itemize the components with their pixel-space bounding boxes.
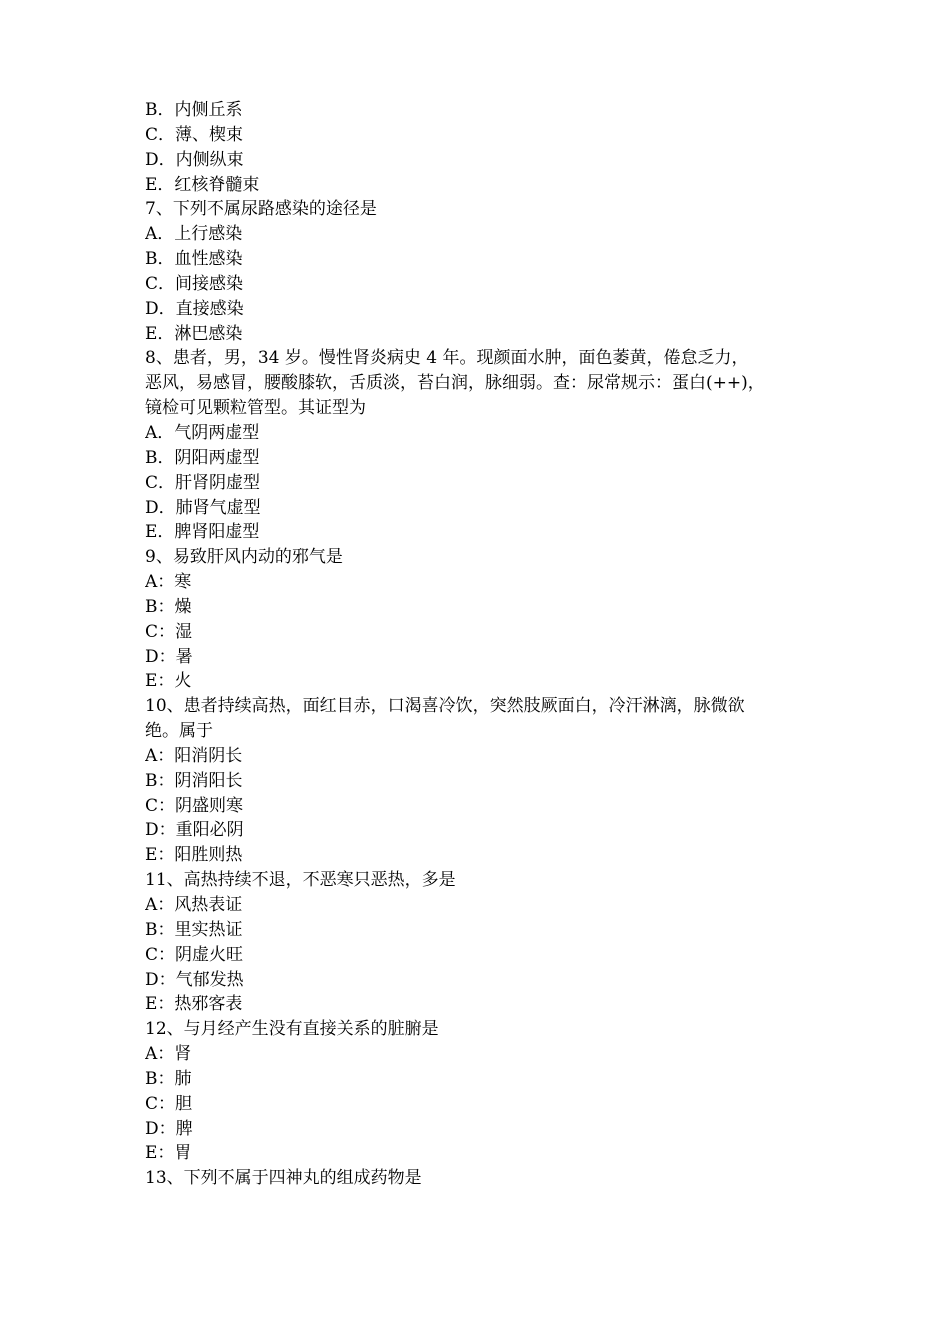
option-line: C：胆 xyxy=(145,1093,193,1114)
document-body xyxy=(145,98,825,1191)
option-line: E：胃 xyxy=(145,1143,192,1164)
option-line: A．气阴两虚型 xyxy=(145,422,260,443)
question-8-cont: 镜检可见颗粒管型。其证型为 xyxy=(145,398,366,419)
option-line: D．内侧纵束 xyxy=(145,149,244,170)
option-line: E：热邪客表 xyxy=(145,994,243,1015)
option-line: A．上行感染 xyxy=(145,224,243,245)
option-line: E．红核脊髓束 xyxy=(145,174,260,195)
option-line: D：重阳必阴 xyxy=(145,820,244,841)
option-line: E．淋巴感染 xyxy=(145,323,243,344)
option-line: B．阴阳两虚型 xyxy=(145,447,260,468)
option-line: C．肝肾阴虚型 xyxy=(145,472,261,493)
option-line: A：寒 xyxy=(145,572,192,593)
option-line: E：阳胜则热 xyxy=(145,845,243,866)
option-line: B：阴消阳长 xyxy=(145,770,243,791)
question-8: 8、患者，男，34 岁。慢性肾炎病史 4 年。现颜面水肿，面色萎黄，倦怠乏力， xyxy=(145,348,749,369)
option-line: D：脾 xyxy=(145,1118,193,1139)
question-9: 9、易致肝风内动的邪气是 xyxy=(145,547,343,568)
option-line: B：燥 xyxy=(145,596,192,617)
option-line: B：肺 xyxy=(145,1068,192,1089)
option-line: B：里实热证 xyxy=(145,919,243,940)
option-line: B．内侧丘系 xyxy=(145,100,243,120)
question-11: 11、高热持续不退，不恶寒只恶热，多是 xyxy=(145,870,456,891)
option-line: C：湿 xyxy=(145,621,193,642)
option-line: A：阳消阴长 xyxy=(145,745,243,766)
option-line: C．间接感染 xyxy=(145,273,244,294)
question-12: 12、与月经产生没有直接关系的脏腑是 xyxy=(145,1019,439,1040)
question-7: 7、下列不属尿路感染的途径是 xyxy=(145,199,377,220)
option-line: D：气郁发热 xyxy=(145,969,244,990)
question-10-cont: 绝。属于 xyxy=(145,721,213,742)
option-line: A：风热表证 xyxy=(145,895,243,915)
question-8-cont: 恶风，易感冒，腰酸膝软，舌质淡，苔白润，脉细弱。查：尿常规示：蛋白(++)， xyxy=(145,373,765,394)
option-line: E：火 xyxy=(145,671,192,692)
option-line: B．血性感染 xyxy=(145,249,243,270)
option-line: D．肺肾气虚型 xyxy=(145,497,261,518)
option-line: C：阴虚火旺 xyxy=(145,944,244,965)
question-10: 10、患者持续高热，面红目赤，口渴喜冷饮，突然肢厥面白，冷汗淋漓，脉微欲 xyxy=(145,696,745,717)
option-line: D．直接感染 xyxy=(145,298,244,319)
option-line: C：阴盛则寒 xyxy=(145,795,244,816)
option-line: C．薄、楔束 xyxy=(145,124,244,145)
option-line: A：肾 xyxy=(145,1044,192,1065)
option-line: D：暑 xyxy=(145,646,193,667)
question-13: 13、下列不属于四神丸的组成药物是 xyxy=(145,1168,422,1189)
option-line: E．脾肾阳虚型 xyxy=(145,522,260,543)
